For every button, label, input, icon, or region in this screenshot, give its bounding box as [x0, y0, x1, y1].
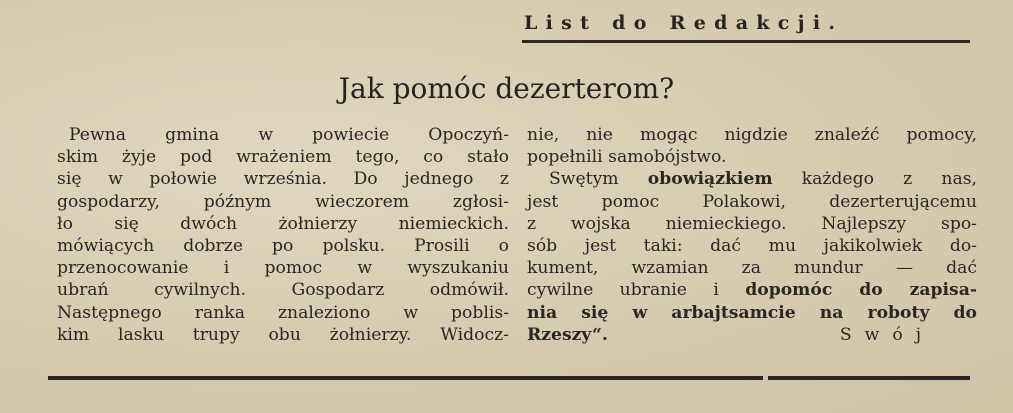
text-line: [527, 279, 977, 301]
text-line: gospodarzy, późnym wieczorem zgłosi-: [57, 191, 509, 212]
text-line: się w połowie września. Do jednego z: [57, 169, 509, 190]
text-line: Następnego ranka znaleziono w poblis-: [57, 302, 509, 323]
text-fragment: cywilne ubranie i: [527, 280, 746, 301]
text-line: [527, 324, 977, 346]
text-line: ubrań cywilnych. Gospodarz odmówił.: [57, 280, 509, 301]
article-headline: Jak pomóc dezerterom?: [338, 72, 675, 105]
emphasis-text: obowiązkiem: [647, 169, 773, 190]
text-line: mówiących dobrze po polsku. Prosili o: [57, 235, 509, 256]
text-line: popełnili samobójstwo.: [527, 147, 727, 168]
text-line: Pewna gmina w powiecie Opoczyń-: [69, 125, 509, 145]
text-fragment: każdego z nas,: [772, 169, 977, 190]
section-rule: [522, 40, 970, 43]
left-column: [57, 124, 509, 346]
right-column: [527, 124, 977, 346]
text-line: jest pomoc Polakowi, dezerterującemu: [527, 191, 977, 212]
section-label: List do Redakcji.: [524, 12, 844, 34]
text-line: [527, 168, 977, 190]
text-line: ło się dwóch żołnierzy niemieckich.: [57, 213, 509, 234]
bottom-rule-right: [768, 376, 970, 380]
text-line: przenocowanie i pomoc w wyszukaniu: [57, 258, 509, 279]
emphasis-text: dopomóc do zapisa-: [745, 280, 977, 301]
text-fragment: Swętym: [549, 169, 648, 190]
emphasis-text: Rzeszy“.: [527, 324, 608, 345]
signature: Swój: [839, 324, 935, 345]
text-line: nie, nie mogąc nigdzie znaleźć pomocy,: [527, 125, 977, 145]
emphasis-line: nia się w arbajtsamcie na roboty do: [527, 302, 977, 323]
text-line: kim lasku trupy obu żołnierzy. Widocz-: [57, 324, 509, 345]
text-line: kument, wzamian za mundur — dać: [527, 258, 977, 279]
bottom-rule-left: [48, 376, 763, 380]
text-line: sób jest taki: dać mu jakikolwiek do-: [527, 235, 977, 256]
text-line: skim żyje pod wrażeniem tego, co stało: [57, 147, 509, 168]
text-line: z wojska niemieckiego. Najlepszy spo-: [527, 213, 977, 234]
